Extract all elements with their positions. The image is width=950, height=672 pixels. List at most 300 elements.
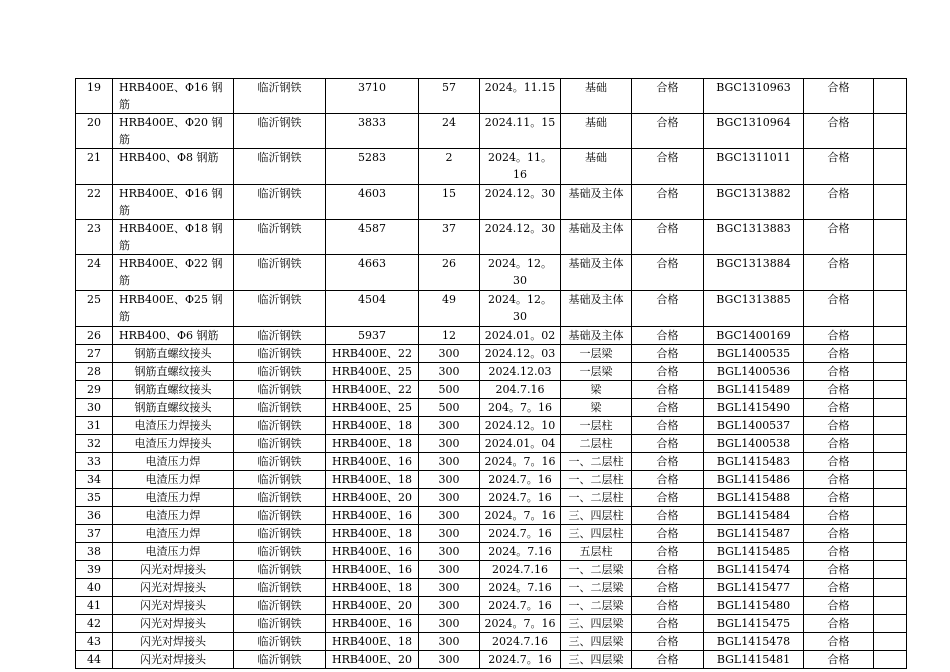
remark-cell xyxy=(874,79,907,114)
test-result-cell: 合格 xyxy=(804,399,874,417)
count-cell: 300 xyxy=(419,489,480,507)
appearance-result-cell: 合格 xyxy=(632,220,704,255)
spec-or-quantity-cell: HRB400E、16 xyxy=(326,453,419,471)
spec-or-quantity-cell: HRB400E、18 xyxy=(326,633,419,651)
report-number-cell: BGC1313882 xyxy=(704,185,804,220)
date-cell: 2024。11。16 xyxy=(480,149,561,185)
manufacturer-cell: 临沂钢铁 xyxy=(234,435,326,453)
table-row xyxy=(76,489,907,507)
count-cell: 300 xyxy=(419,615,480,633)
material-name-cell: 闪光对焊接头 xyxy=(113,561,234,579)
manufacturer-cell: 临沂钢铁 xyxy=(234,291,326,327)
row-number-cell: 29 xyxy=(76,381,113,399)
manufacturer-cell: 临沂钢铁 xyxy=(234,471,326,489)
row-number-cell: 41 xyxy=(76,597,113,615)
date-cell: 204。7。16 xyxy=(480,399,561,417)
material-name-cell: 电渣压力焊 xyxy=(113,525,234,543)
appearance-result-cell: 合格 xyxy=(632,525,704,543)
appearance-result-cell: 合格 xyxy=(632,149,704,185)
test-result-cell: 合格 xyxy=(804,597,874,615)
count-cell: 37 xyxy=(419,220,480,255)
manufacturer-cell: 临沂钢铁 xyxy=(234,579,326,597)
table-row xyxy=(76,525,907,543)
manufacturer-cell: 临沂钢铁 xyxy=(234,633,326,651)
row-number-cell: 39 xyxy=(76,561,113,579)
report-number-cell: BGL1415487 xyxy=(704,525,804,543)
material-name-cell: 电渣压力焊 xyxy=(113,471,234,489)
row-number-cell: 38 xyxy=(76,543,113,561)
test-result-cell: 合格 xyxy=(804,525,874,543)
spec-or-quantity-cell: HRB400E、22 xyxy=(326,345,419,363)
report-number-cell: BGL1415475 xyxy=(704,615,804,633)
appearance-result-cell: 合格 xyxy=(632,453,704,471)
row-number-cell: 42 xyxy=(76,615,113,633)
spec-or-quantity-cell: 4603 xyxy=(326,185,419,220)
material-name-cell: 电渣压力焊 xyxy=(113,489,234,507)
count-cell: 57 xyxy=(419,79,480,114)
report-number-cell: BGL1415484 xyxy=(704,507,804,525)
date-cell: 2024.01。02 xyxy=(480,327,561,345)
manufacturer-cell: 临沂钢铁 xyxy=(234,417,326,435)
manufacturer-cell: 临沂钢铁 xyxy=(234,381,326,399)
appearance-result-cell: 合格 xyxy=(632,363,704,381)
material-name-cell: HRB400E、Φ20 钢筋 xyxy=(113,114,234,149)
test-result-cell: 合格 xyxy=(804,381,874,399)
count-cell: 300 xyxy=(419,633,480,651)
date-cell: 2024.7。16 xyxy=(480,489,561,507)
appearance-result-cell: 合格 xyxy=(632,489,704,507)
row-number-cell: 33 xyxy=(76,453,113,471)
manufacturer-cell: 临沂钢铁 xyxy=(234,363,326,381)
count-cell: 500 xyxy=(419,381,480,399)
count-cell: 300 xyxy=(419,507,480,525)
manufacturer-cell: 临沂钢铁 xyxy=(234,615,326,633)
location-cell: 基础 xyxy=(561,79,632,114)
remark-cell xyxy=(874,417,907,435)
location-cell: 一层梁 xyxy=(561,345,632,363)
table-row xyxy=(76,327,907,345)
date-cell: 2024。12。30 xyxy=(480,291,561,327)
test-result-cell: 合格 xyxy=(804,255,874,291)
remark-cell xyxy=(874,561,907,579)
spec-or-quantity-cell: 3710 xyxy=(326,79,419,114)
date-cell: 2024。11.15 xyxy=(480,79,561,114)
table-row xyxy=(76,633,907,651)
table-row xyxy=(76,579,907,597)
row-number-cell: 24 xyxy=(76,255,113,291)
location-cell: 三、四层柱 xyxy=(561,507,632,525)
location-cell: 基础及主体 xyxy=(561,291,632,327)
report-number-cell: BGL1415489 xyxy=(704,381,804,399)
row-number-cell: 36 xyxy=(76,507,113,525)
remark-cell xyxy=(874,185,907,220)
count-cell: 300 xyxy=(419,543,480,561)
remark-cell xyxy=(874,435,907,453)
material-name-cell: 钢筋直螺纹接头 xyxy=(113,345,234,363)
report-number-cell: BGC1400169 xyxy=(704,327,804,345)
location-cell: 一、二层柱 xyxy=(561,471,632,489)
manufacturer-cell: 临沂钢铁 xyxy=(234,561,326,579)
date-cell: 2024。7.16 xyxy=(480,579,561,597)
test-result-cell: 合格 xyxy=(804,114,874,149)
report-number-cell: BGC1313885 xyxy=(704,291,804,327)
spec-or-quantity-cell: 5283 xyxy=(326,149,419,185)
count-cell: 300 xyxy=(419,471,480,489)
manufacturer-cell: 临沂钢铁 xyxy=(234,399,326,417)
test-result-cell: 合格 xyxy=(804,579,874,597)
table-row xyxy=(76,453,907,471)
row-number-cell: 19 xyxy=(76,79,113,114)
appearance-result-cell: 合格 xyxy=(632,615,704,633)
material-name-cell: 电渣压力焊 xyxy=(113,543,234,561)
material-name-cell: 闪光对焊接头 xyxy=(113,579,234,597)
material-name-cell: HRB400E、Φ16 钢筋 xyxy=(113,185,234,220)
test-result-cell: 合格 xyxy=(804,149,874,185)
appearance-result-cell: 合格 xyxy=(632,399,704,417)
location-cell: 基础及主体 xyxy=(561,255,632,291)
spec-or-quantity-cell: HRB400E、18 xyxy=(326,579,419,597)
appearance-result-cell: 合格 xyxy=(632,291,704,327)
count-cell: 300 xyxy=(419,561,480,579)
report-number-cell: BGC1311011 xyxy=(704,149,804,185)
count-cell: 300 xyxy=(419,345,480,363)
appearance-result-cell: 合格 xyxy=(632,435,704,453)
location-cell: 基础 xyxy=(561,149,632,185)
date-cell: 2024.7。16 xyxy=(480,651,561,669)
count-cell: 15 xyxy=(419,185,480,220)
report-number-cell: BGL1415480 xyxy=(704,597,804,615)
location-cell: 三、四层梁 xyxy=(561,633,632,651)
table-row xyxy=(76,363,907,381)
remark-cell xyxy=(874,327,907,345)
remark-cell xyxy=(874,363,907,381)
appearance-result-cell: 合格 xyxy=(632,579,704,597)
remark-cell xyxy=(874,381,907,399)
table-row xyxy=(76,255,907,291)
remark-cell xyxy=(874,507,907,525)
test-result-cell: 合格 xyxy=(804,651,874,669)
material-name-cell: HRB400E、Φ16 钢筋 xyxy=(113,79,234,114)
date-cell: 2024.12.03 xyxy=(480,363,561,381)
material-name-cell: 闪光对焊接头 xyxy=(113,615,234,633)
row-number-cell: 30 xyxy=(76,399,113,417)
report-number-cell: BGL1415483 xyxy=(704,453,804,471)
manufacturer-cell: 临沂钢铁 xyxy=(234,597,326,615)
test-result-cell: 合格 xyxy=(804,363,874,381)
manufacturer-cell: 临沂钢铁 xyxy=(234,79,326,114)
table-row xyxy=(76,615,907,633)
date-cell: 2024.7。16 xyxy=(480,525,561,543)
appearance-result-cell: 合格 xyxy=(632,255,704,291)
manufacturer-cell: 临沂钢铁 xyxy=(234,507,326,525)
test-result-cell: 合格 xyxy=(804,615,874,633)
count-cell: 300 xyxy=(419,435,480,453)
date-cell: 2024。12。30 xyxy=(480,255,561,291)
manufacturer-cell: 临沂钢铁 xyxy=(234,651,326,669)
date-cell: 2024。7。16 xyxy=(480,507,561,525)
location-cell: 三、四层柱 xyxy=(561,525,632,543)
remark-cell xyxy=(874,255,907,291)
appearance-result-cell: 合格 xyxy=(632,185,704,220)
table-row xyxy=(76,345,907,363)
location-cell: 基础及主体 xyxy=(561,220,632,255)
table-row xyxy=(76,651,907,669)
row-number-cell: 35 xyxy=(76,489,113,507)
test-result-cell: 合格 xyxy=(804,633,874,651)
report-number-cell: BGL1415486 xyxy=(704,471,804,489)
spec-or-quantity-cell: HRB400E、16 xyxy=(326,507,419,525)
spec-or-quantity-cell: HRB400E、18 xyxy=(326,525,419,543)
report-number-cell: BGL1415477 xyxy=(704,579,804,597)
row-number-cell: 37 xyxy=(76,525,113,543)
remark-cell xyxy=(874,489,907,507)
spec-or-quantity-cell: HRB400E、18 xyxy=(326,435,419,453)
spec-or-quantity-cell: HRB400E、22 xyxy=(326,381,419,399)
spec-or-quantity-cell: HRB400E、18 xyxy=(326,471,419,489)
appearance-result-cell: 合格 xyxy=(632,114,704,149)
date-cell: 2024。7。16 xyxy=(480,615,561,633)
count-cell: 300 xyxy=(419,525,480,543)
table-row xyxy=(76,471,907,489)
date-cell: 2024。7.16 xyxy=(480,543,561,561)
remark-cell xyxy=(874,471,907,489)
date-cell: 2024.7.16 xyxy=(480,633,561,651)
location-cell: 基础及主体 xyxy=(561,185,632,220)
material-name-cell: HRB400E、Φ22 钢筋 xyxy=(113,255,234,291)
report-number-cell: BGL1400537 xyxy=(704,417,804,435)
remark-cell xyxy=(874,633,907,651)
test-result-cell: 合格 xyxy=(804,79,874,114)
manufacturer-cell: 临沂钢铁 xyxy=(234,489,326,507)
table-row xyxy=(76,114,907,149)
table-row xyxy=(76,507,907,525)
report-number-cell: BGL1415478 xyxy=(704,633,804,651)
location-cell: 一、二层梁 xyxy=(561,561,632,579)
spec-or-quantity-cell: HRB400E、16 xyxy=(326,615,419,633)
remark-cell xyxy=(874,149,907,185)
report-number-cell: BGC1313884 xyxy=(704,255,804,291)
material-inspection-table xyxy=(75,78,907,669)
material-name-cell: 闪光对焊接头 xyxy=(113,633,234,651)
row-number-cell: 23 xyxy=(76,220,113,255)
spec-or-quantity-cell: HRB400E、16 xyxy=(326,543,419,561)
manufacturer-cell: 临沂钢铁 xyxy=(234,255,326,291)
count-cell: 300 xyxy=(419,363,480,381)
test-result-cell: 合格 xyxy=(804,220,874,255)
appearance-result-cell: 合格 xyxy=(632,597,704,615)
location-cell: 一层柱 xyxy=(561,417,632,435)
row-number-cell: 40 xyxy=(76,579,113,597)
location-cell: 二层柱 xyxy=(561,435,632,453)
test-result-cell: 合格 xyxy=(804,345,874,363)
material-name-cell: HRB400E、Φ18 钢筋 xyxy=(113,220,234,255)
location-cell: 三、四层梁 xyxy=(561,651,632,669)
location-cell: 一、二层梁 xyxy=(561,597,632,615)
appearance-result-cell: 合格 xyxy=(632,79,704,114)
test-result-cell: 合格 xyxy=(804,435,874,453)
spec-or-quantity-cell: HRB400E、25 xyxy=(326,363,419,381)
date-cell: 2024.7。16 xyxy=(480,471,561,489)
test-result-cell: 合格 xyxy=(804,543,874,561)
location-cell: 五层柱 xyxy=(561,543,632,561)
manufacturer-cell: 临沂钢铁 xyxy=(234,543,326,561)
material-name-cell: HRB400E、Φ25 钢筋 xyxy=(113,291,234,327)
spec-or-quantity-cell: 5937 xyxy=(326,327,419,345)
remark-cell xyxy=(874,615,907,633)
location-cell: 一、二层梁 xyxy=(561,579,632,597)
date-cell: 2024.11。15 xyxy=(480,114,561,149)
date-cell: 2024.7.16 xyxy=(480,561,561,579)
appearance-result-cell: 合格 xyxy=(632,651,704,669)
material-name-cell: HRB400、Φ8 钢筋 xyxy=(113,149,234,185)
row-number-cell: 22 xyxy=(76,185,113,220)
manufacturer-cell: 临沂钢铁 xyxy=(234,114,326,149)
appearance-result-cell: 合格 xyxy=(632,543,704,561)
test-result-cell: 合格 xyxy=(804,453,874,471)
manufacturer-cell: 临沂钢铁 xyxy=(234,345,326,363)
spec-or-quantity-cell: HRB400E、20 xyxy=(326,651,419,669)
location-cell: 基础及主体 xyxy=(561,327,632,345)
manufacturer-cell: 临沂钢铁 xyxy=(234,453,326,471)
row-number-cell: 31 xyxy=(76,417,113,435)
manufacturer-cell: 临沂钢铁 xyxy=(234,185,326,220)
row-number-cell: 28 xyxy=(76,363,113,381)
count-cell: 300 xyxy=(419,579,480,597)
table-row xyxy=(76,543,907,561)
remark-cell xyxy=(874,543,907,561)
test-result-cell: 合格 xyxy=(804,489,874,507)
remark-cell xyxy=(874,220,907,255)
date-cell: 2024.7。16 xyxy=(480,597,561,615)
test-result-cell: 合格 xyxy=(804,327,874,345)
remark-cell xyxy=(874,579,907,597)
location-cell: 一、二层柱 xyxy=(561,489,632,507)
remark-cell xyxy=(874,399,907,417)
material-name-cell: 闪光对焊接头 xyxy=(113,597,234,615)
report-number-cell: BGC1310964 xyxy=(704,114,804,149)
remark-cell xyxy=(874,525,907,543)
spec-or-quantity-cell: HRB400E、20 xyxy=(326,489,419,507)
date-cell: 2024.12。30 xyxy=(480,185,561,220)
test-result-cell: 合格 xyxy=(804,471,874,489)
table-row xyxy=(76,399,907,417)
location-cell: 三、四层梁 xyxy=(561,615,632,633)
appearance-result-cell: 合格 xyxy=(632,345,704,363)
count-cell: 2 xyxy=(419,149,480,185)
appearance-result-cell: 合格 xyxy=(632,633,704,651)
table-row xyxy=(76,435,907,453)
appearance-result-cell: 合格 xyxy=(632,507,704,525)
row-number-cell: 27 xyxy=(76,345,113,363)
count-cell: 24 xyxy=(419,114,480,149)
table-row xyxy=(76,417,907,435)
report-number-cell: BGL1415488 xyxy=(704,489,804,507)
appearance-result-cell: 合格 xyxy=(632,327,704,345)
row-number-cell: 25 xyxy=(76,291,113,327)
spec-or-quantity-cell: 3833 xyxy=(326,114,419,149)
row-number-cell: 34 xyxy=(76,471,113,489)
test-result-cell: 合格 xyxy=(804,291,874,327)
table-row xyxy=(76,220,907,255)
material-name-cell: 钢筋直螺纹接头 xyxy=(113,363,234,381)
date-cell: 2024.12。10 xyxy=(480,417,561,435)
remark-cell xyxy=(874,597,907,615)
remark-cell xyxy=(874,291,907,327)
table-row xyxy=(76,291,907,327)
date-cell: 204.7.16 xyxy=(480,381,561,399)
manufacturer-cell: 临沂钢铁 xyxy=(234,220,326,255)
row-number-cell: 21 xyxy=(76,149,113,185)
appearance-result-cell: 合格 xyxy=(632,417,704,435)
remark-cell xyxy=(874,651,907,669)
material-name-cell: 电渣压力焊接头 xyxy=(113,417,234,435)
table-row xyxy=(76,149,907,185)
count-cell: 12 xyxy=(419,327,480,345)
spec-or-quantity-cell: 4504 xyxy=(326,291,419,327)
report-number-cell: BGL1400535 xyxy=(704,345,804,363)
row-number-cell: 44 xyxy=(76,651,113,669)
test-result-cell: 合格 xyxy=(804,417,874,435)
count-cell: 500 xyxy=(419,399,480,417)
test-result-cell: 合格 xyxy=(804,185,874,220)
spec-or-quantity-cell: 4663 xyxy=(326,255,419,291)
manufacturer-cell: 临沂钢铁 xyxy=(234,327,326,345)
material-name-cell: HRB400、Φ6 钢筋 xyxy=(113,327,234,345)
table-row xyxy=(76,561,907,579)
report-number-cell: BGL1400538 xyxy=(704,435,804,453)
location-cell: 基础 xyxy=(561,114,632,149)
location-cell: 一、二层柱 xyxy=(561,453,632,471)
report-number-cell: BGL1415485 xyxy=(704,543,804,561)
remark-cell xyxy=(874,345,907,363)
spec-or-quantity-cell: HRB400E、16 xyxy=(326,561,419,579)
material-name-cell: 电渣压力焊 xyxy=(113,507,234,525)
manufacturer-cell: 临沂钢铁 xyxy=(234,525,326,543)
date-cell: 2024.01。04 xyxy=(480,435,561,453)
count-cell: 26 xyxy=(419,255,480,291)
row-number-cell: 43 xyxy=(76,633,113,651)
remark-cell xyxy=(874,453,907,471)
remark-cell xyxy=(874,114,907,149)
report-number-cell: BGL1415474 xyxy=(704,561,804,579)
appearance-result-cell: 合格 xyxy=(632,381,704,399)
count-cell: 300 xyxy=(419,453,480,471)
table-row xyxy=(76,381,907,399)
report-number-cell: BGC1313883 xyxy=(704,220,804,255)
count-cell: 300 xyxy=(419,597,480,615)
count-cell: 300 xyxy=(419,651,480,669)
date-cell: 2024。7。16 xyxy=(480,453,561,471)
spec-or-quantity-cell: 4587 xyxy=(326,220,419,255)
table-row xyxy=(76,597,907,615)
material-name-cell: 电渣压力焊接头 xyxy=(113,435,234,453)
spec-or-quantity-cell: HRB400E、20 xyxy=(326,597,419,615)
location-cell: 一层梁 xyxy=(561,363,632,381)
location-cell: 梁 xyxy=(561,381,632,399)
report-number-cell: BGL1400536 xyxy=(704,363,804,381)
date-cell: 2024.12。03 xyxy=(480,345,561,363)
manufacturer-cell: 临沂钢铁 xyxy=(234,149,326,185)
spec-or-quantity-cell: HRB400E、25 xyxy=(326,399,419,417)
row-number-cell: 32 xyxy=(76,435,113,453)
count-cell: 49 xyxy=(419,291,480,327)
test-result-cell: 合格 xyxy=(804,561,874,579)
appearance-result-cell: 合格 xyxy=(632,561,704,579)
report-number-cell: BGL1415490 xyxy=(704,399,804,417)
table-row xyxy=(76,79,907,114)
material-name-cell: 钢筋直螺纹接头 xyxy=(113,399,234,417)
table-row xyxy=(76,185,907,220)
